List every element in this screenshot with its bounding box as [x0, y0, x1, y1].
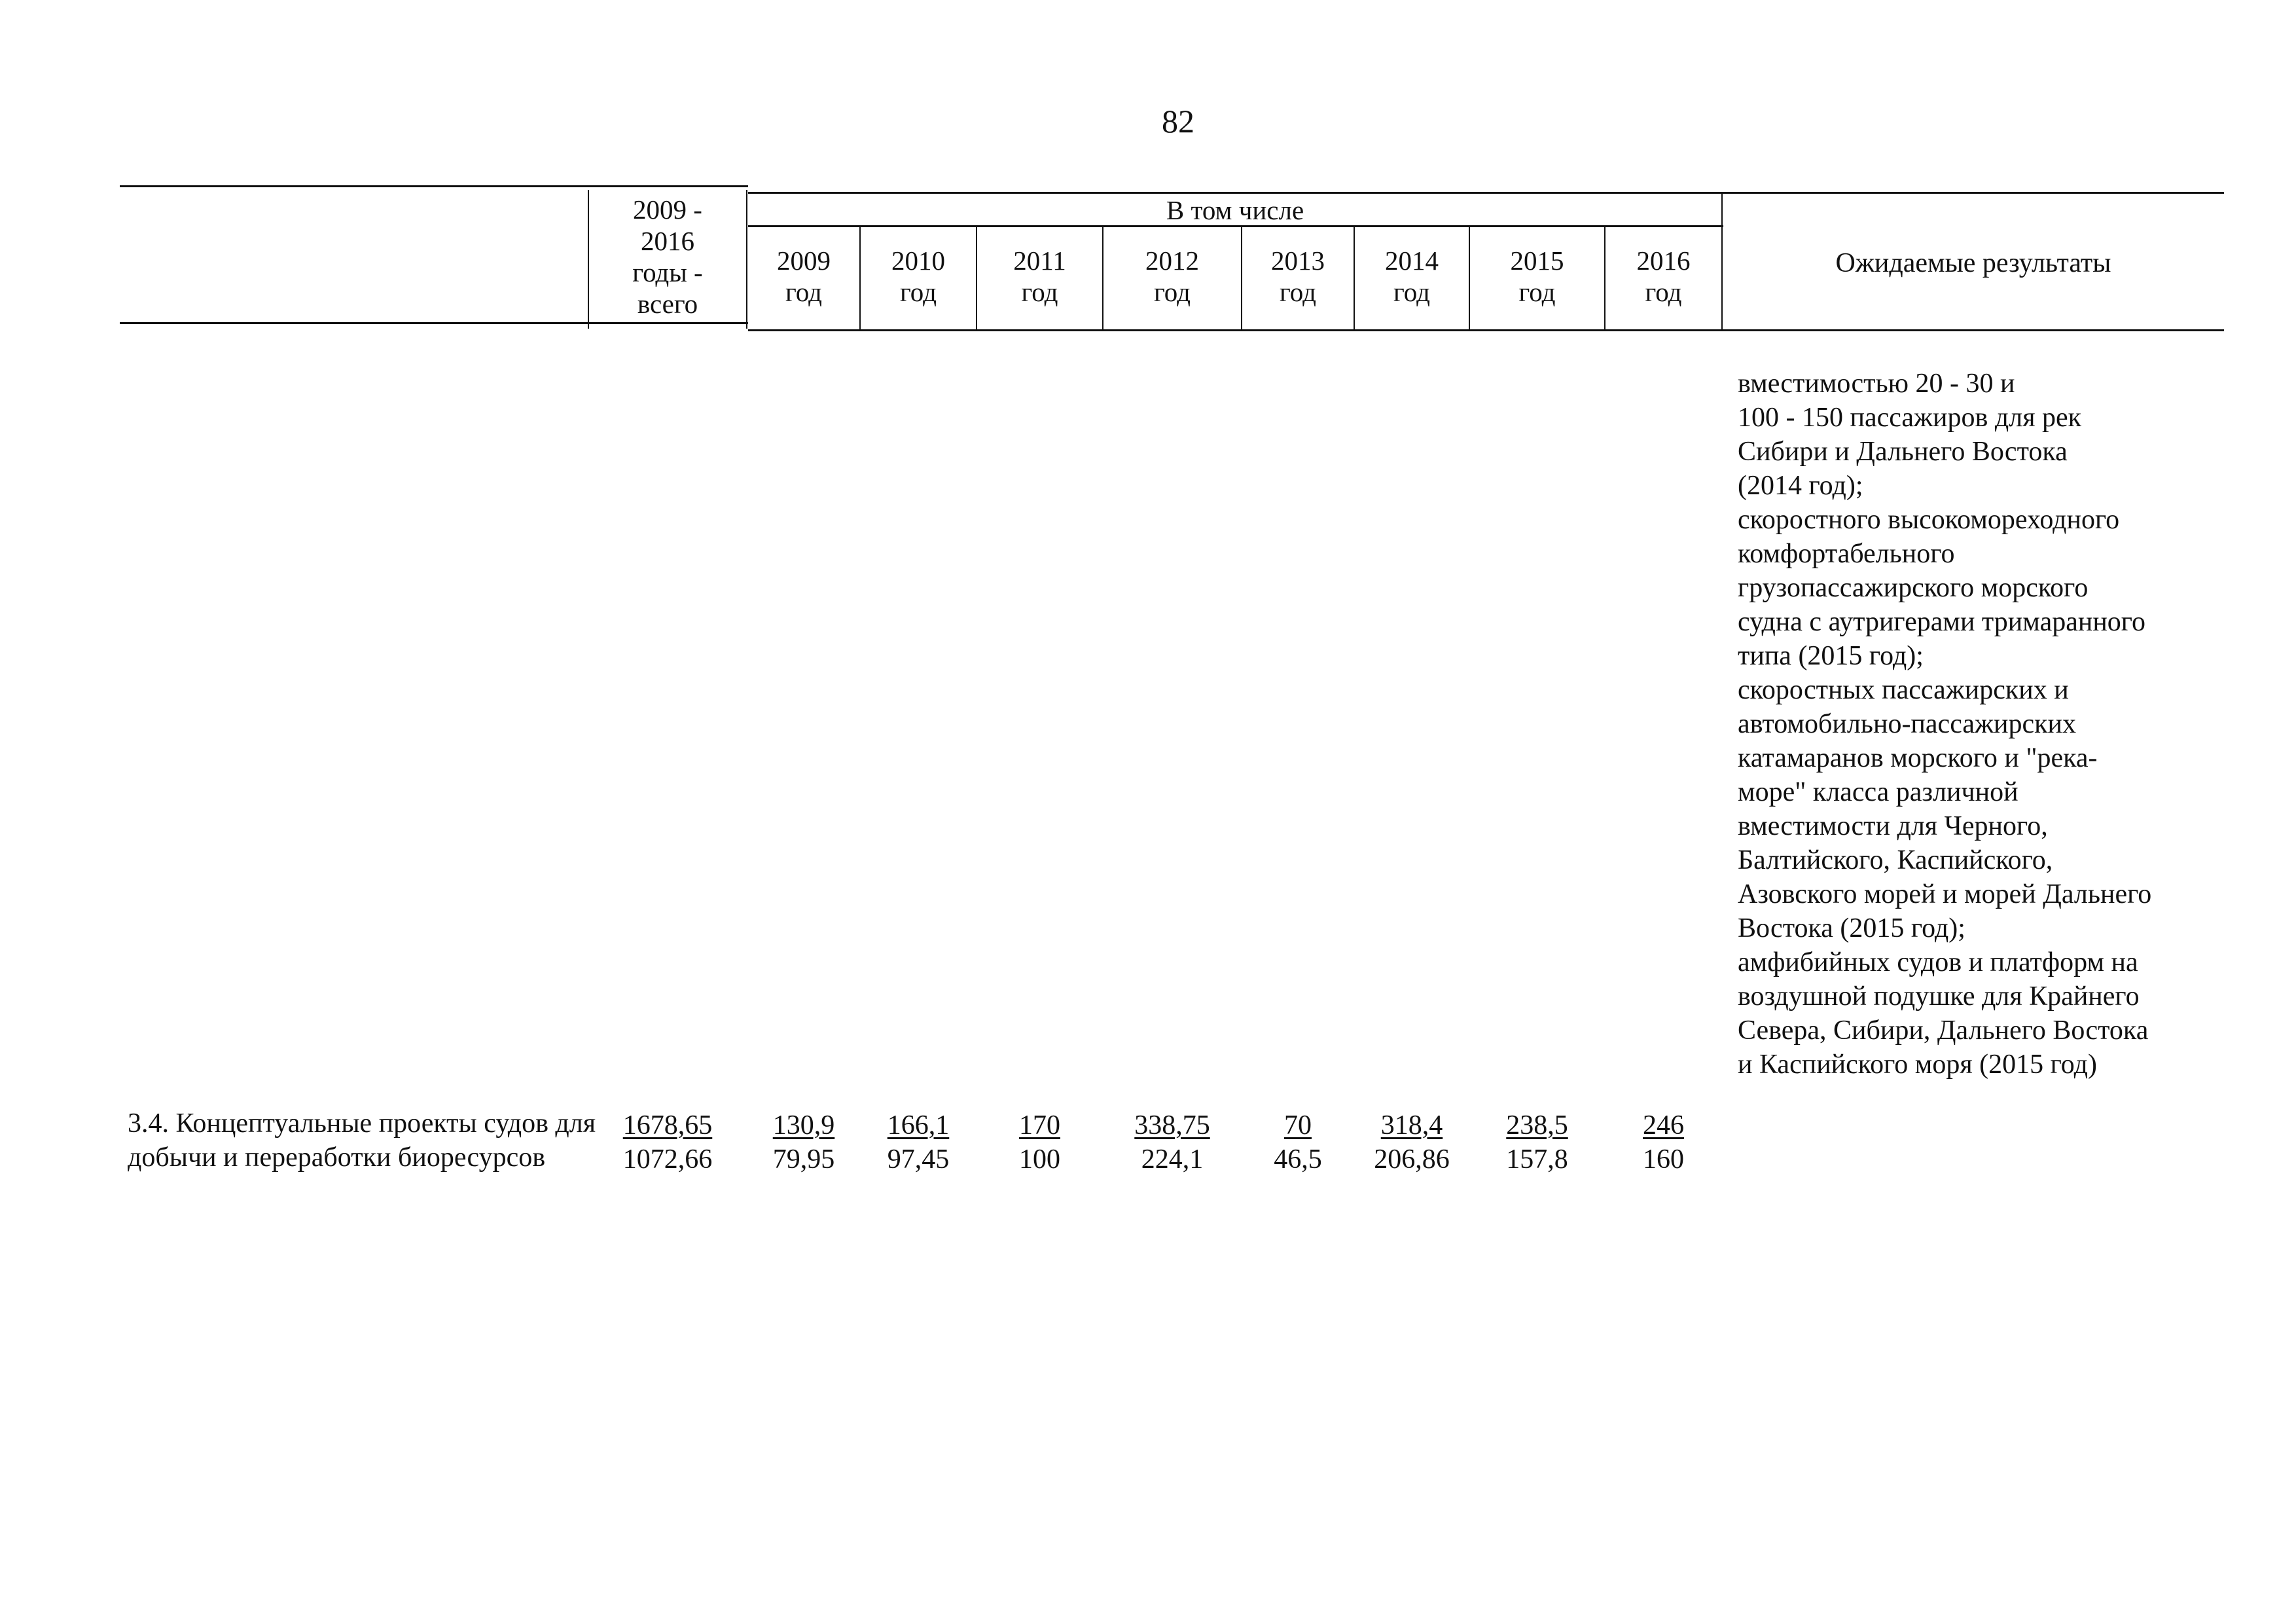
- results-line: (2014 год);: [1738, 471, 1863, 501]
- header-year-2010: [861, 245, 976, 308]
- header-total-line: всего: [637, 289, 698, 319]
- row-value-total-bottom: 1072,66: [622, 1144, 713, 1175]
- year-unit: год: [1280, 277, 1316, 307]
- row-value-2009-bottom: 79,95: [772, 1144, 835, 1175]
- results-line: скоростного высокомореходного: [1738, 505, 2120, 535]
- header-bottom-rule-right: [748, 329, 2224, 331]
- header-year-2011: [977, 245, 1102, 308]
- results-line: и Каспийского моря (2015 год): [1738, 1049, 2097, 1080]
- header-results-label: Ожидаемые результаты: [1835, 248, 2111, 278]
- row-value-2015-bottom: 157,8: [1506, 1144, 1568, 1175]
- header-year-2009: [748, 245, 859, 308]
- year-unit: год: [1021, 277, 1058, 307]
- results-line: амфибийных судов и платформ на: [1738, 947, 2138, 977]
- header-bottom-rule-left: [120, 322, 748, 324]
- row-value-2013-top: 70: [1284, 1110, 1312, 1140]
- row-value-2014-top: 318,4: [1380, 1110, 1443, 1140]
- header-group-label: В том числе: [1166, 195, 1304, 225]
- row-value-2014-bottom: 206,86: [1374, 1144, 1450, 1175]
- results-line: скоростных пассажирских и: [1738, 675, 2069, 705]
- results-line: катамаранов морского и "река-: [1738, 743, 2098, 773]
- results-line: Севера, Сибири, Дальнего Востока: [1738, 1015, 2149, 1046]
- year-label: 2013: [1271, 246, 1325, 276]
- header-total-line: 2016: [641, 226, 694, 256]
- year-unit: год: [1154, 277, 1191, 307]
- header-year-2012: [1103, 245, 1241, 308]
- year-label: 2015: [1510, 246, 1564, 276]
- results-line: типа (2015 год);: [1738, 641, 1924, 671]
- year-unit: год: [1518, 277, 1556, 307]
- results-line: комфортабельного: [1738, 539, 1955, 569]
- row-value-2012-bottom: 224,1: [1141, 1144, 1204, 1175]
- results-line: судна с аутригерами тримаранного: [1738, 607, 2145, 637]
- results-line: Азовского морей и морей Дальнего: [1738, 879, 2152, 909]
- results-line: грузопассажирского морского: [1738, 573, 2089, 603]
- results-line: Сибири и Дальнего Востока: [1738, 437, 2068, 467]
- year-label: 2009: [777, 246, 831, 276]
- year-label: 2011: [1013, 246, 1066, 276]
- results-line: Балтийского, Каспийского,: [1738, 845, 2053, 875]
- row-value-2016-bottom: 160: [1643, 1144, 1684, 1175]
- year-unit: год: [1645, 277, 1682, 307]
- col-rule-total-right: [746, 190, 747, 329]
- year-unit: год: [900, 277, 937, 307]
- header-year-2015: [1470, 245, 1604, 308]
- row-value-2010-bottom: 97,45: [887, 1144, 950, 1175]
- page-number: 82: [1162, 103, 1194, 139]
- header-year-2014: [1355, 245, 1469, 308]
- year-label: 2016: [1636, 246, 1691, 276]
- header-total-line: 2009 -: [633, 194, 702, 225]
- results-line: воздушной подушке для Крайнего: [1738, 981, 2140, 1012]
- row-value-2013-bottom: 46,5: [1274, 1144, 1322, 1175]
- row-value-2012-top: 338,75: [1134, 1110, 1210, 1140]
- row-value-2009-top: 130,9: [772, 1110, 835, 1140]
- results-line: автомобильно-пассажирских: [1738, 709, 2077, 739]
- row-value-2011-bottom: 100: [1019, 1144, 1060, 1175]
- row-value-2015-top: 238,5: [1506, 1110, 1568, 1140]
- expected-results-text: [1738, 367, 2235, 1082]
- row-value-2010-top: 166,1: [887, 1110, 950, 1140]
- header-year-2016: [1605, 245, 1721, 308]
- header-top-rule-right: [748, 192, 2224, 194]
- year-unit: год: [1393, 277, 1430, 307]
- year-label: 2014: [1385, 246, 1439, 276]
- results-line: море" класса различной: [1738, 777, 2018, 807]
- header-total-line: годы -: [632, 257, 703, 287]
- results-line: вместимостью 20 - 30 и: [1738, 369, 2015, 399]
- results-line: 100 - 150 пассажиров для рек: [1738, 403, 2082, 433]
- year-label: 2010: [891, 246, 945, 276]
- row-label: 3.4. Концептуальные проекты судов для добычи и переработки биоресурсов: [128, 1108, 596, 1173]
- header-year-2013: [1242, 245, 1354, 308]
- row-value-2016-top: 246: [1643, 1110, 1684, 1140]
- year-unit: год: [785, 277, 822, 307]
- results-line: Востока (2015 год);: [1738, 913, 1965, 943]
- header-total-cell: [589, 194, 746, 319]
- results-line: вместимости для Черного,: [1738, 811, 2048, 841]
- header-top-rule-left: [120, 185, 748, 187]
- row-value-total-top: 1678,65: [622, 1110, 713, 1140]
- year-label: 2012: [1145, 246, 1199, 276]
- row-value-2011-top: 170: [1019, 1110, 1060, 1140]
